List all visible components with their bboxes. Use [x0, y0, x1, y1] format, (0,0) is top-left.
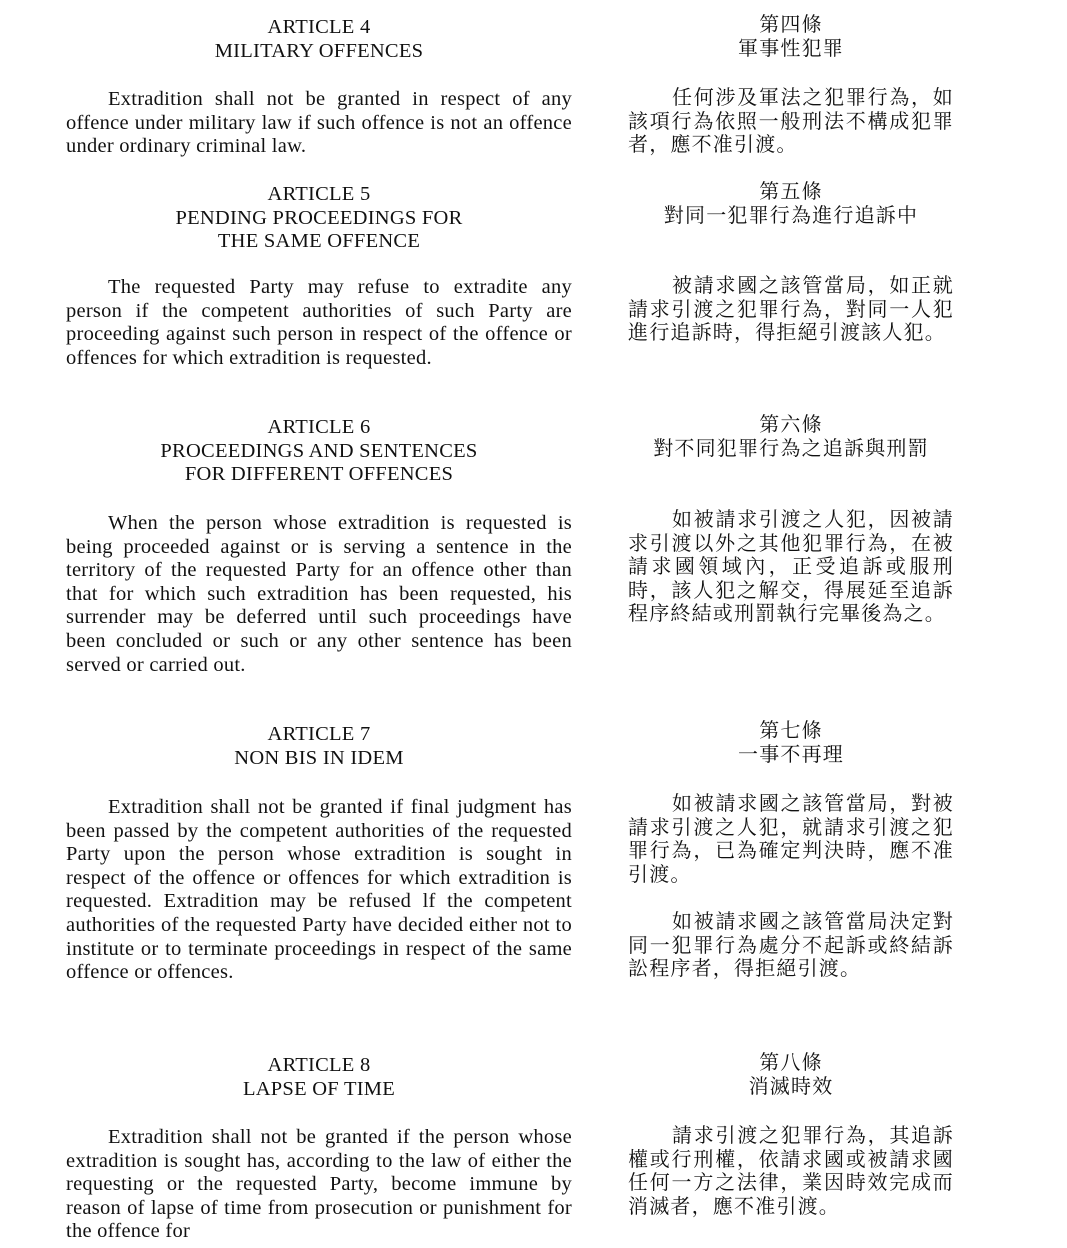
article-title: FOR DIFFERENT OFFENCES	[184, 463, 454, 486]
article-title: 一事不再理	[738, 741, 844, 766]
article-number: ARTICLE 4	[267, 16, 371, 38]
article-6-text-zh	[628, 508, 954, 626]
article-5-text-en	[66, 276, 572, 370]
article-5-text-zh	[628, 274, 954, 345]
article-5-heading-en	[66, 183, 572, 254]
paragraph: When the person whose extradition is requested is being proceeded against or is serving a sentence in the territory of the requested Party for an offence other than that for which such extradition has been requested, his surrender may be deferred until such proceedings have been concluded or such or any other sentence has been served or carried out.	[66, 512, 572, 676]
article-title: PENDING PROCEEDINGS FOR	[175, 206, 463, 229]
paragraph: The requested Party may refuse to extradite any person if the competent authorities of such Party are proceeding against such person in respect of the offence or offences for which extradition is requested.	[66, 276, 572, 369]
paragraph: 如被請求國之該管當局，對被請求引渡之人犯，就請求引渡之犯罪行為，已為確定判決時，應不准引渡。	[628, 791, 954, 886]
article-8-text-zh	[628, 1124, 954, 1218]
article-4-text-en	[66, 88, 572, 159]
article-4-heading-en	[66, 16, 572, 63]
article-title: 軍事性犯罪	[738, 35, 844, 60]
article-title: 消滅時效	[748, 1073, 834, 1098]
article-title: THE SAME OFFENCE	[217, 230, 421, 253]
article-6-heading-en	[66, 416, 572, 487]
article-7-heading-zh	[628, 719, 954, 766]
article-number: ARTICLE 5	[267, 183, 371, 205]
article-title: PROCEEDINGS AND SENTENCES	[160, 439, 478, 462]
article-7-text-zh-1	[628, 792, 954, 886]
article-8-text-en	[66, 1126, 572, 1244]
article-number: ARTICLE 7	[267, 723, 371, 745]
article-7-heading-en	[66, 723, 572, 770]
article-7-text-zh-2	[628, 910, 954, 981]
article-title: 對不同犯罪行為之追訴與刑罰	[653, 435, 929, 460]
article-6-text-en	[66, 512, 572, 677]
article-number: ARTICLE 6	[267, 416, 371, 438]
article-number: 第五條	[759, 179, 823, 203]
article-title: NON BIS IN IDEM	[234, 746, 404, 769]
article-7-text-en	[66, 796, 572, 985]
paragraph: 請求引渡之犯罪行為，其追訴權或行刑權，依請求國或被請求國任何一方之法律，業因時效完成而消滅者，應不准引渡。	[628, 1123, 954, 1218]
article-5-heading-zh	[628, 180, 954, 227]
article-8-heading-zh	[628, 1051, 954, 1098]
article-6-heading-zh	[628, 413, 954, 460]
article-number: ARTICLE 8	[267, 1054, 371, 1076]
article-number: 第六條	[759, 412, 823, 436]
article-8-heading-en	[66, 1054, 572, 1101]
article-4-text-zh	[628, 86, 954, 157]
paragraph: Extradition shall not be granted in respect of any offence under military law if such offence is not an offence under ordinary criminal law.	[66, 88, 572, 158]
paragraph: 如被請求國之該管當局決定對同一犯罪行為處分不起訴或終結訴訟程序者，得拒絕引渡。	[628, 909, 954, 981]
article-number: 第八條	[759, 1050, 823, 1074]
article-number: 第七條	[759, 718, 823, 742]
article-title: 對同一犯罪行為進行追訴中	[663, 202, 919, 227]
article-title: LAPSE OF TIME	[242, 1077, 396, 1100]
paragraph: 任何涉及軍法之犯罪行為，如該項行為依照一般刑法不構成犯罪者，應不准引渡。	[628, 85, 954, 157]
paragraph: Extradition shall not be granted if final judgment has been passed by the competent authorities of the requested Party upon the person whose extradition is sought in respect of the offence or offences for which extradition is requested. Extradition may be refused lf the competent authorities of the requested Party have decided either not to institute or to terminate proceedings in respect of the same offence or offences.	[66, 796, 572, 984]
paragraph: 被請求國之該管當局，如正就請求引渡之犯罪行為，對同一人犯進行追訴時，得拒絕引渡該人犯。	[628, 273, 954, 345]
paragraph: 如被請求引渡之人犯，因被請求引渡以外之其他犯罪行為，在被請求國領域內，正受追訴或服刑時，該人犯之解交，得展延至追訴程序終結或刑罰執行完畢後為之。	[628, 507, 954, 626]
article-4-heading-zh	[628, 13, 954, 60]
article-title: MILITARY OFFENCES	[214, 39, 424, 62]
paragraph: Extradition shall not be granted if the person whose extradition is sought has, according to the law of either the requesting or the requested Party, become immune by reason of lapse of time from prosecution or punishment for the offence for	[66, 1126, 572, 1243]
article-number: 第四條	[759, 12, 823, 36]
